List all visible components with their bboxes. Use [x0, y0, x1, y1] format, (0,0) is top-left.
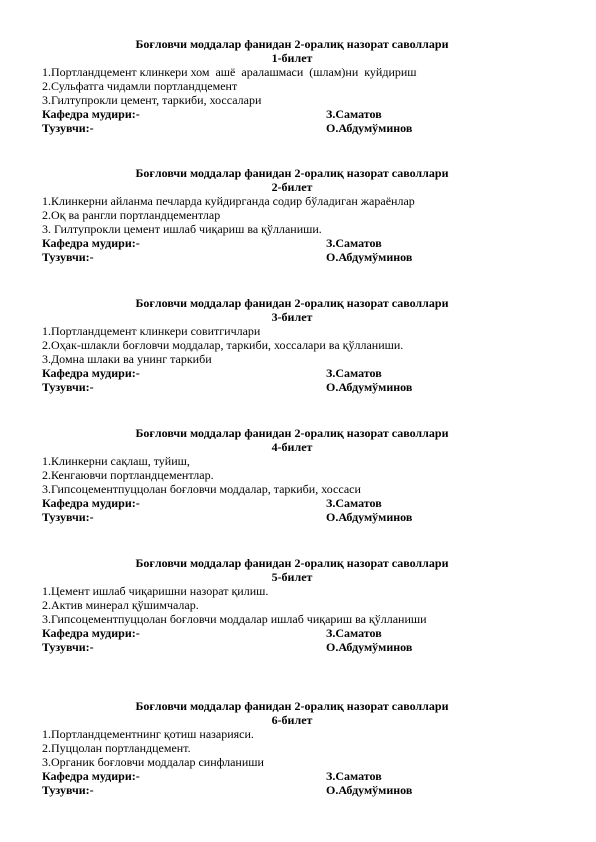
- signature-row-head: [42, 366, 542, 380]
- question-1: 1.Портландцемент клинкери хом ашё аралашмаси (шлам)ни куйдириш: [42, 65, 417, 79]
- question-3: 3.Гилтупрокли цемент, таркиби, хоссалари: [42, 93, 262, 107]
- signature-row-head: [42, 626, 542, 640]
- question-3: 3.Органик боғловчи моддалар синфланиши: [42, 755, 264, 769]
- head-name: З.Саматов: [326, 107, 382, 121]
- ticket-4: [42, 426, 542, 524]
- question-3: 3.Домна шлаки ва унинг таркиби: [42, 352, 212, 366]
- ticket-number: 6-билет: [271, 713, 313, 727]
- head-name: З.Саматов: [326, 496, 382, 510]
- ticket-3: [42, 296, 542, 394]
- signature-row-head: [42, 107, 542, 121]
- head-label: Кафедра мудири:-: [42, 236, 140, 250]
- question-2: 2.Актив минерал қўшимчалар.: [42, 598, 199, 612]
- question-1: 1.Портландцементнинг қотиш назарияси.: [42, 727, 254, 741]
- author-label: Тузувчи:-: [42, 783, 94, 797]
- head-label: Кафедра мудири:-: [42, 366, 140, 380]
- head-label: Кафедра мудири:-: [42, 626, 140, 640]
- author-name: О.Абдумўминов: [326, 510, 413, 524]
- head-name: З.Саматов: [326, 769, 382, 783]
- question-2: 2.Пуццолан портландцемент.: [42, 741, 191, 755]
- question-2: 2.Оқ ва рангли портландцементлар: [42, 208, 221, 222]
- signature-row-head: [42, 769, 542, 783]
- ticket-number: 1-билет: [271, 51, 313, 65]
- question-3: 3.Гипсоцементпуццолан боғловчи моддалар ишлаб чиқариш ва қўлланиши: [42, 612, 427, 626]
- author-name: О.Абдумўминов: [326, 783, 413, 797]
- author-name: О.Абдумўминов: [326, 640, 413, 654]
- question-2: 2.Кенгаювчи портландцементлар.: [42, 468, 214, 482]
- author-label: Тузувчи:-: [42, 250, 94, 264]
- author-label: Тузувчи:-: [42, 510, 94, 524]
- ticket-title: Боғловчи моддалар фанидан 2-оралиқ назорат саволлари: [135, 426, 449, 440]
- head-label: Кафедра мудири:-: [42, 496, 140, 510]
- signature-row-author: [42, 121, 542, 135]
- ticket-6: [42, 699, 542, 797]
- head-name: З.Саматов: [326, 236, 382, 250]
- ticket-title: Боғловчи моддалар фанидан 2-оралиқ назорат саволлари: [135, 556, 449, 570]
- question-2: 2.Оҳак-шлакли боғловчи моддалар, таркиби, хоссалари ва қўлланиши.: [42, 338, 404, 352]
- ticket-number: 3-билет: [271, 310, 313, 324]
- question-1: 1.Цемент ишлаб чиқаришни назорат қилиш.: [42, 584, 269, 598]
- ticket-2: [42, 166, 542, 264]
- question-2: 2.Сульфатга чидамли портландцемент: [42, 79, 238, 93]
- ticket-title: Боғловчи моддалар фанидан 2-оралиқ назорат саволлари: [135, 699, 449, 713]
- question-3: 3.Гипсоцементпуццолан боғловчи моддалар, таркиби, хоссаси: [42, 482, 361, 496]
- head-label: Кафедра мудири:-: [42, 769, 140, 783]
- signature-row-author: [42, 380, 542, 394]
- ticket-title: Боғловчи моддалар фанидан 2-оралиқ назорат саволлари: [135, 296, 449, 310]
- author-name: О.Абдумўминов: [326, 121, 413, 135]
- question-1: 1.Клинкерни сақлаш, туйиш,: [42, 454, 190, 468]
- ticket-number: 4-билет: [271, 440, 313, 454]
- ticket-5: [42, 556, 542, 654]
- signature-row-author: [42, 510, 542, 524]
- author-name: О.Абдумўминов: [326, 250, 413, 264]
- ticket-title: Боғловчи моддалар фанидан 2-оралиқ назорат саволлари: [135, 166, 449, 180]
- signature-row-author: [42, 250, 542, 264]
- ticket-1: [42, 37, 542, 135]
- signature-row-author: [42, 783, 542, 797]
- author-label: Тузувчи:-: [42, 380, 94, 394]
- author-label: Тузувчи:-: [42, 121, 94, 135]
- question-3: 3. Гилтупрокли цемент ишлаб чиқариш ва қўлланиши.: [42, 222, 322, 236]
- ticket-number: 5-билет: [271, 570, 313, 584]
- question-1: 1.Клинкерни айланма печларда куйдирганда содир бўладиган жараёнлар: [42, 194, 415, 208]
- author-name: О.Абдумўминов: [326, 380, 413, 394]
- signature-row-author: [42, 640, 542, 654]
- head-name: З.Саматов: [326, 626, 382, 640]
- signature-row-head: [42, 236, 542, 250]
- question-1: 1.Портландцемент клинкери совитгичлари: [42, 324, 261, 338]
- ticket-title: Боғловчи моддалар фанидан 2-оралиқ назорат саволлари: [135, 37, 449, 51]
- author-label: Тузувчи:-: [42, 640, 94, 654]
- signature-row-head: [42, 496, 542, 510]
- ticket-number: 2-билет: [271, 180, 313, 194]
- head-name: З.Саматов: [326, 366, 382, 380]
- head-label: Кафедра мудири:-: [42, 107, 140, 121]
